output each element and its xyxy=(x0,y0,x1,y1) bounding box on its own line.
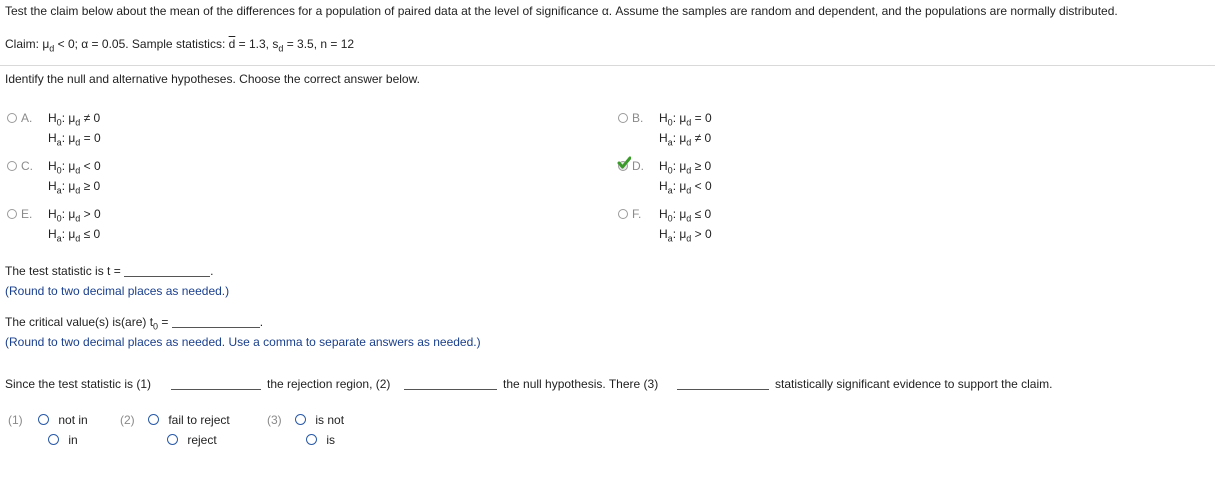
question-hypotheses: Identify the null and alternative hypotheses. Choose the correct answer below. xyxy=(5,72,420,86)
radio-icon[interactable] xyxy=(48,434,59,445)
null-hypothesis: $H_0$: $\mu_d \ne 0$ xyxy=(48,111,101,128)
test-stat-label: The test statistic is t = xyxy=(5,264,121,278)
choice-in[interactable] xyxy=(48,433,78,447)
radio-icon[interactable] xyxy=(7,209,17,219)
option-letter: F. xyxy=(632,207,642,221)
blank-1[interactable] xyxy=(171,389,261,390)
conclusion-p2: the rejection region, (2) xyxy=(267,377,391,391)
test-stat-hint: (Round to two decimal places as needed.) xyxy=(5,284,230,298)
alt-hypothesis: $H_a$: $\mu_d \ne 0$ xyxy=(659,131,712,148)
test-stat-input[interactable] xyxy=(124,276,210,277)
choice-label: in xyxy=(68,433,78,447)
radio-icon[interactable] xyxy=(7,161,17,171)
conclusion-p1: Since the test statistic is (1) xyxy=(5,377,152,391)
radio-icon[interactable] xyxy=(7,113,17,123)
claim-rel: < 0; α = 0.05. Sample statistics: xyxy=(54,37,229,51)
alt-hypothesis: $H_a$: $\mu_d \ge 0$ xyxy=(48,179,101,196)
choice-not-in[interactable] xyxy=(38,413,88,427)
alt-hypothesis: $H_a$: $\mu_d > 0$ xyxy=(659,227,712,244)
conclusion-p3: the null hypothesis. There (3) xyxy=(503,377,659,391)
radio-icon[interactable] xyxy=(295,414,306,425)
critical-hint: (Round to two decimal places as needed. Use a comma to separate answers as needed.) xyxy=(5,335,481,349)
option-d[interactable] xyxy=(618,159,818,199)
claim-rest: = 3.5, n = 12 xyxy=(283,37,355,51)
radio-icon[interactable] xyxy=(306,434,317,445)
choice-label: is not xyxy=(315,413,345,427)
claim-mu: Claim: μ xyxy=(5,37,50,51)
group1-label: (1) xyxy=(8,413,23,427)
group2-label: (2) xyxy=(120,413,135,427)
problem-intro: Test the claim below about the mean of the differences for a population of paired data at the level of significance α. Assume the samples are random and dependent, and the populations are normally distributed. xyxy=(5,4,1118,18)
null-hypothesis: $H_0$: $\mu_d > 0$ xyxy=(48,207,101,224)
radio-icon[interactable] xyxy=(618,209,628,219)
null-hypothesis: $H_0$: $\mu_d = 0$ xyxy=(659,111,712,128)
option-letter: A. xyxy=(21,111,33,125)
alt-hypothesis: $H_a$: $\mu_d < 0$ xyxy=(659,179,712,196)
null-hypothesis: $H_0$: $\mu_d < 0$ xyxy=(48,159,101,176)
option-letter: C. xyxy=(21,159,33,173)
critical-sub: 0 xyxy=(153,321,159,332)
choice-is[interactable] xyxy=(306,433,335,447)
option-a[interactable] xyxy=(7,111,207,151)
claim-dbar: $\overline{d}$ xyxy=(228,37,236,51)
radio-icon[interactable] xyxy=(148,414,159,425)
claim-sub-sd: d xyxy=(278,43,284,54)
group3-label: (3) xyxy=(267,413,282,427)
option-b[interactable] xyxy=(618,111,818,151)
choice-label: is xyxy=(326,433,336,447)
alt-hypothesis: $H_a$: $\mu_d = 0$ xyxy=(48,131,101,148)
checkmark-icon xyxy=(617,156,631,170)
option-f[interactable] xyxy=(618,207,818,247)
radio-icon[interactable] xyxy=(618,113,628,123)
radio-icon[interactable] xyxy=(167,434,178,445)
choice-fail-to-reject[interactable] xyxy=(148,413,230,427)
null-hypothesis: $H_0$: $\mu_d \le 0$ xyxy=(659,207,712,224)
choice-is-not[interactable] xyxy=(295,413,344,427)
choice-label: fail to reject xyxy=(168,413,230,427)
claim-line xyxy=(5,37,354,53)
choice-label: reject xyxy=(187,433,217,447)
critical-input[interactable] xyxy=(172,327,260,328)
option-letter: D. xyxy=(632,159,644,173)
option-letter: B. xyxy=(632,111,644,125)
null-hypothesis: $H_0$: $\mu_d \ge 0$ xyxy=(659,159,712,176)
option-letter: E. xyxy=(21,207,33,221)
conclusion-p4: statistically significant evidence to support the claim. xyxy=(775,377,1053,391)
test-stat-row: The test statistic is t = . xyxy=(5,264,214,278)
critical-eq: = xyxy=(158,315,169,329)
alt-hypothesis: $H_a$: $\mu_d \le 0$ xyxy=(48,227,101,244)
critical-label: The critical value(s) is(are) t xyxy=(5,315,154,329)
choice-reject[interactable] xyxy=(167,433,217,447)
blank-3[interactable] xyxy=(677,389,769,390)
option-c[interactable] xyxy=(7,159,207,199)
radio-icon[interactable] xyxy=(38,414,49,425)
critical-row: The critical value(s) is(are) $t_0$ = . xyxy=(5,315,264,332)
claim-sub-d: d xyxy=(49,43,55,54)
choice-label: not in xyxy=(58,413,88,427)
claim-mid: = 1.3, s xyxy=(235,37,279,51)
divider xyxy=(0,65,1215,66)
blank-2[interactable] xyxy=(404,389,497,390)
option-e[interactable] xyxy=(7,207,207,247)
